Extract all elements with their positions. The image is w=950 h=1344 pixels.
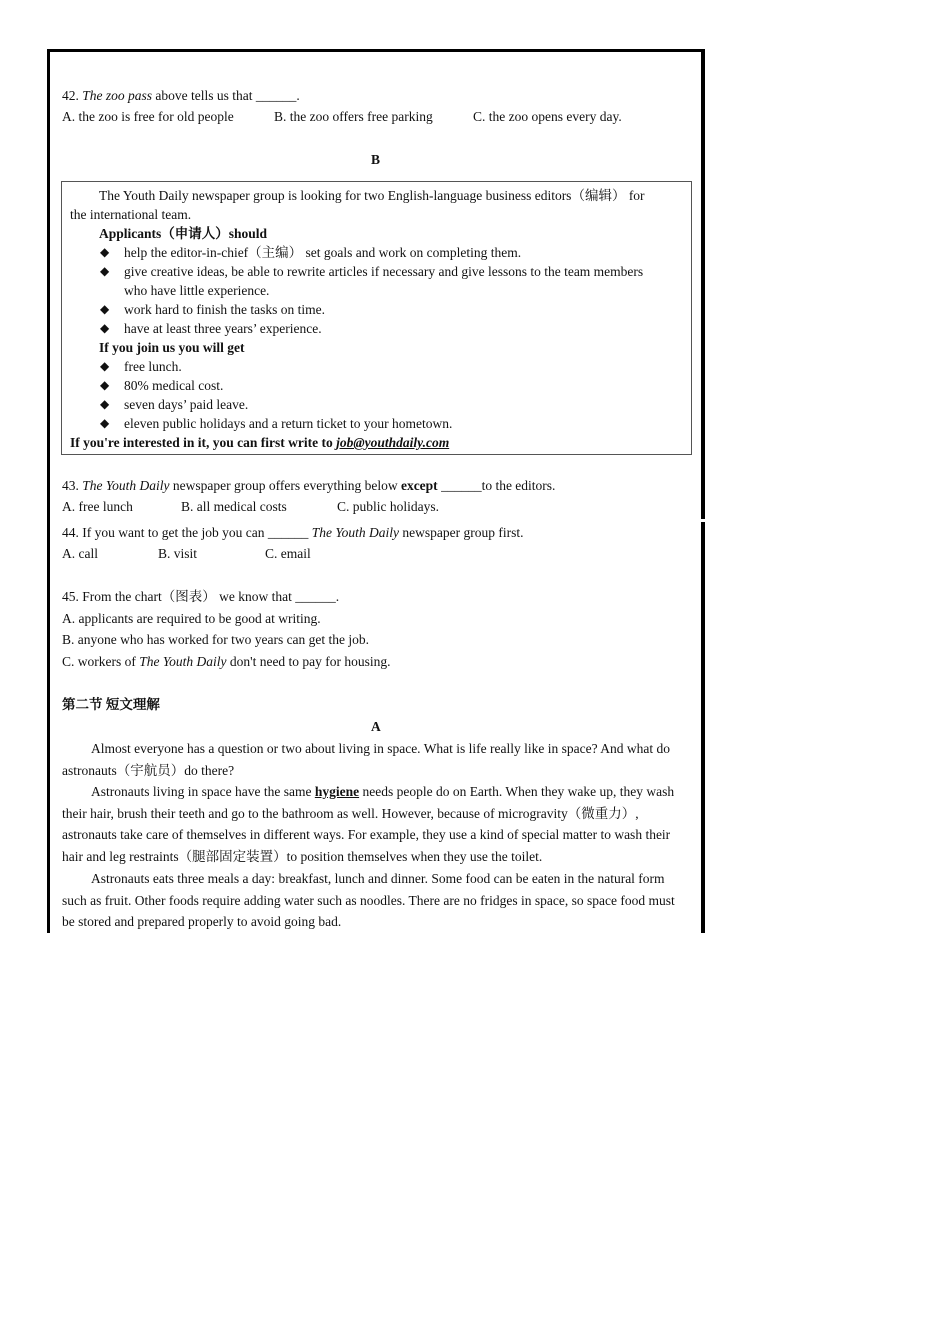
benefits-heading: If you join us you will get	[99, 340, 245, 355]
benefit-item-3: seven days’ paid leave.	[124, 397, 249, 412]
benefit-item-2: 80% medical cost.	[124, 378, 224, 393]
contact-email-link[interactable]: job@youthdaily.com	[336, 435, 450, 450]
question-45-option-a[interactable]: A. applicants are required to be good at writing.	[62, 611, 321, 626]
keyword-hygiene: hygiene	[314, 784, 360, 799]
question-44-option-a[interactable]: A. call	[62, 546, 98, 561]
question-43-option-b[interactable]: B. all medical costs	[181, 499, 287, 514]
bullet-icon: ◆	[100, 378, 110, 392]
bullet-icon: ◆	[100, 397, 110, 411]
question-43-stem: 43. The Youth Daily newspaper group offers everything below except ______to the editors.	[62, 478, 556, 493]
job-advert-box	[61, 181, 692, 455]
passage-paragraph-2: Astronauts living in space have the same hygiene needs people do on Earth. When they wake up, they wash their hair, brush their teeth and go to the bathroom as well. However, because of microgravity（微重力）, astronauts take care of themselves in different ways. For example, they use a kind of special matter to wash their hair and leg restraints（腿部固定装置）to position themselves when they use the toilet.	[62, 784, 675, 864]
bullet-icon: ◆	[100, 245, 110, 259]
bullet-icon: ◆	[100, 416, 110, 430]
passage-a-title: A	[371, 719, 381, 734]
question-42-stem: 42. The zoo pass above tells us that ______.	[62, 88, 300, 103]
section-2-heading: 第二节 短文理解	[62, 697, 160, 712]
question-45-option-b[interactable]: B. anyone who has worked for two years can get the job.	[62, 632, 370, 647]
frame-right-border-lower	[701, 522, 705, 933]
should-item-2: give creative ideas, be able to rewrite articles if necessary and give lessons to the team members	[124, 264, 644, 279]
question-45-stem: 45. From the chart（图表） we know that ______.	[62, 589, 340, 604]
section-b-title: B	[371, 152, 381, 167]
question-44-option-c[interactable]: C. email	[265, 546, 311, 561]
bullet-icon: ◆	[100, 359, 110, 373]
should-item-1: help the editor-in-chief（主编） set goals and work on completing them.	[124, 245, 522, 260]
passage-paragraph-3: Astronauts eats three meals a day: breakfast, lunch and dinner. Some food can be eaten in the natural form such as fruit. Other foods require adding water such as noodles. There are no fridges in space, so space food must be stored and prepared properly to avoid going bad.	[62, 871, 675, 930]
question-43-option-a[interactable]: A. free lunch	[62, 499, 133, 514]
should-item-2-cont: who have little experience.	[124, 283, 270, 298]
ad-intro-line-2: the international team.	[70, 207, 192, 222]
should-item-3: work hard to finish the tasks on time.	[124, 302, 325, 317]
ad-contact-line: If you're interested in it, you can first write to job@youthdaily.com	[70, 435, 450, 450]
question-44-stem: 44. If you want to get the job you can ______ The Youth Daily newspaper group first.	[62, 525, 524, 540]
bullet-icon: ◆	[100, 321, 110, 335]
bullet-icon: ◆	[100, 302, 110, 316]
benefit-item-4: eleven public holidays and a return ticket to your hometown.	[124, 416, 453, 431]
ad-intro-line-1: The Youth Daily newspaper group is looking for two English-language business editors（编辑） for	[99, 188, 645, 203]
question-43-option-c[interactable]: C. public holidays.	[337, 499, 439, 514]
should-item-4: have at least three years’ experience.	[124, 321, 322, 336]
question-42-option-b[interactable]: B. the zoo offers free parking	[274, 109, 433, 124]
frame-left-border	[47, 49, 50, 933]
question-44-option-b[interactable]: B. visit	[158, 546, 198, 561]
applicants-heading: Applicants（申请人）should	[99, 226, 268, 241]
question-45-option-c[interactable]: C. workers of The Youth Daily don't need to pay for housing.	[62, 654, 391, 669]
bullet-icon: ◆	[100, 264, 110, 278]
frame-right-border-upper	[701, 49, 705, 519]
question-42-option-a[interactable]: A. the zoo is free for old people	[62, 109, 234, 124]
passage-paragraph-1: Almost everyone has a question or two about living in space. What is life really like in space? And what do astronauts（宇航员）do there?	[62, 741, 670, 778]
question-42-option-c[interactable]: C. the zoo opens every day.	[473, 109, 622, 124]
zoo-pass-title: The zoo pass	[82, 88, 153, 103]
frame-top-border	[47, 49, 705, 52]
benefit-item-1: free lunch.	[124, 359, 182, 374]
